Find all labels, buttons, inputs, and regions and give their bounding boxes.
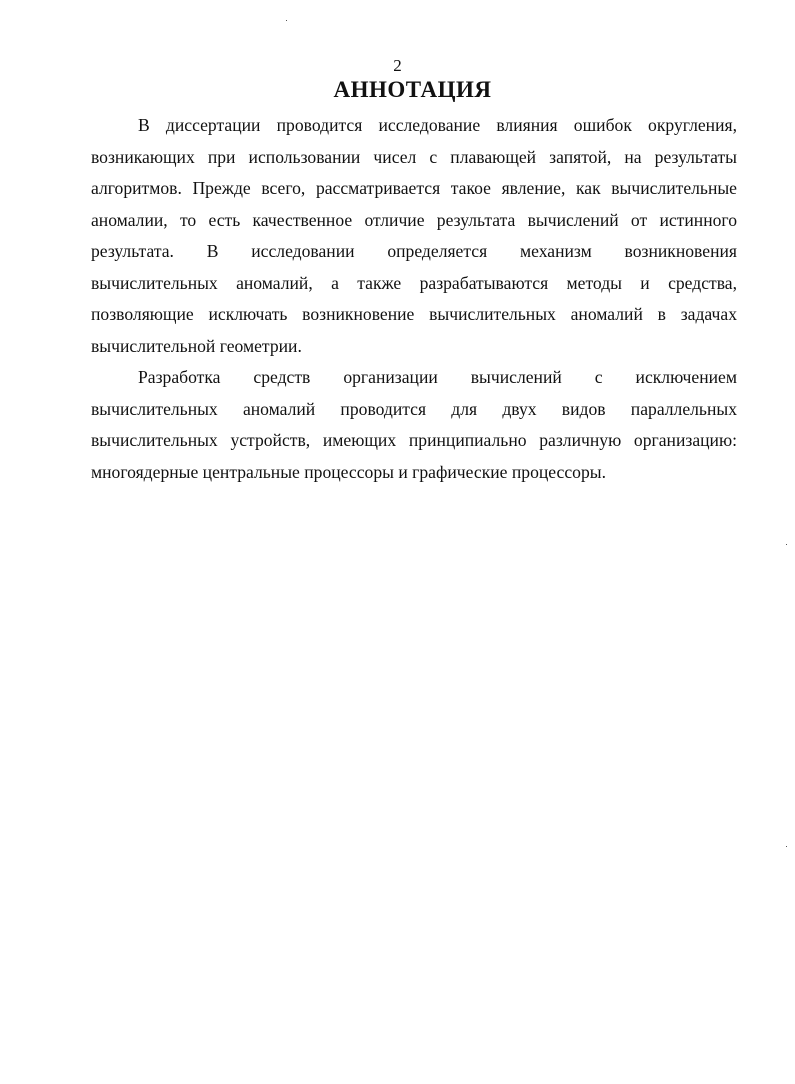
text-line: вычислительных устройств, имеющих принципиально различную организацию: xyxy=(91,430,737,450)
text-line: алгоритмов. Прежде всего, рассматривается такое явление, как вычислительные xyxy=(91,178,737,198)
text-line: вычислительных аномалий, а также разрабатываются методы и средства, xyxy=(91,272,737,293)
text-line: возникающих при использовании чисел с плавающей запятой, на результаты xyxy=(91,146,737,167)
text-line: позволяющие исключать возникновение вычислительных аномалий в задачах xyxy=(91,304,737,324)
paragraph-2 xyxy=(91,362,737,488)
text-line: результата. В исследовании определяется механизм возникновения xyxy=(91,241,737,261)
text-line: Разработка средств организации вычислений с исключением xyxy=(138,367,737,387)
text-line: аномалии, то есть качественное отличие результата вычислений от истинного xyxy=(91,209,737,230)
page-title: АННОТАЦИЯ xyxy=(333,77,492,102)
scan-speck xyxy=(786,544,787,545)
paragraph-1 xyxy=(91,110,737,362)
scan-speck xyxy=(786,846,787,847)
page-number: 2 xyxy=(393,56,402,75)
text-line: вычислительной геометрии. xyxy=(91,335,302,356)
scan-speck xyxy=(286,20,287,21)
text-line: вычислительных аномалий проводится для двух видов параллельных xyxy=(91,398,737,419)
text-line: В диссертации проводится исследование влияния ошибок округления, xyxy=(138,115,737,135)
text-line: многоядерные центральные процессоры и графические процессоры. xyxy=(91,461,606,482)
